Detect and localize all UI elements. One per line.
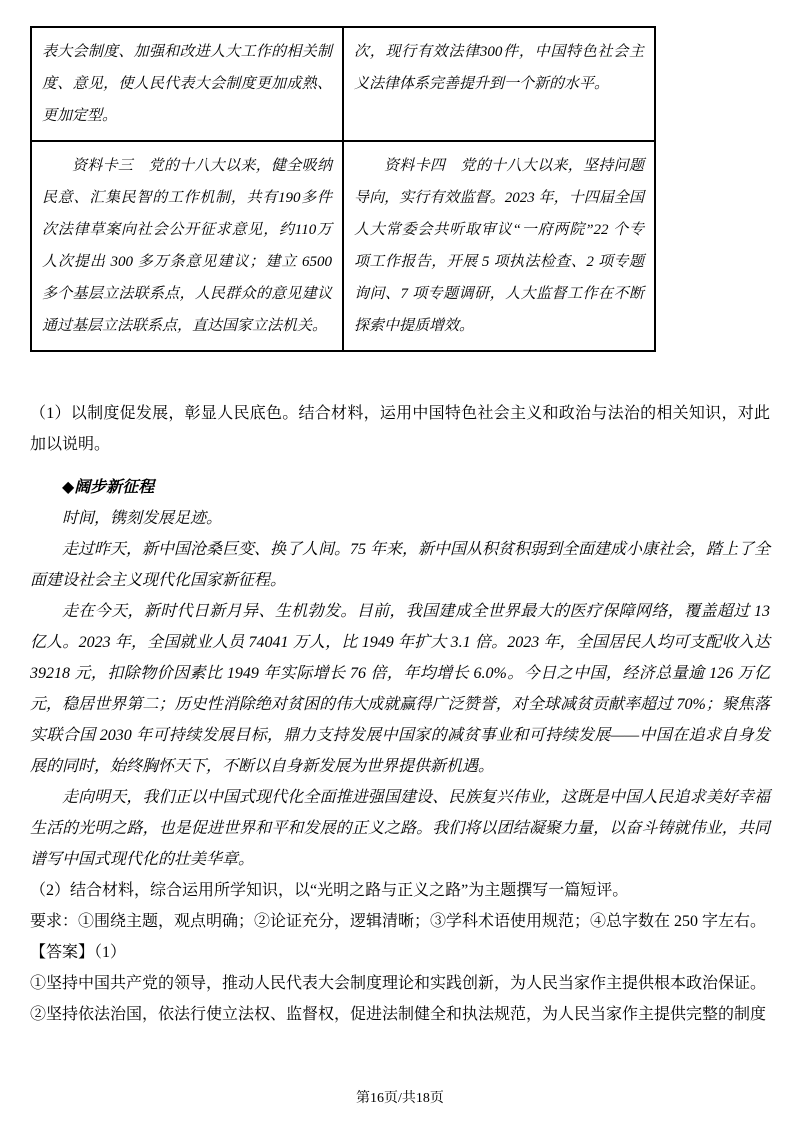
cell-right-continuation-text: 次，现行有效法律300件，中国特色社会主义法律体系完善提升到一个新的水平。 (354, 44, 644, 92)
material-paragraph-today: 走在今天，新时代日新月异、生机勃发。目前，我国建成全世界最大的医疗保障网络，覆盖超过 13 亿人。2023 年，全国就业人员 74041 万人，比 1949 年扩大 3.1 倍。2023 年，全国居民人均可支配收入达 39218 元，扣除物价因素比 1949 年实际增长 76 倍，年均增长 6.0%。今日之中国，经济总量逾 126 万亿元，稳居世界第二；历史性消除绝对贫困的伟大成就赢得广泛赞誉，对全球减贫贡献率超过 70%；聚焦落实联合国 2030 年可持续发展目标，鼎力支持发展中国家的减贫事业和可持续发展——中国在追求自身发展的同时，始终胸怀天下，不断以自身新发展为世界提供新机遇。 (30, 603, 770, 775)
table-row (31, 141, 655, 351)
page-footer (0, 1090, 800, 1108)
cell-left-continuation (31, 27, 343, 141)
material-paragraph-yesterday: 走过昨天，新中国沧桑巨变、换了人间。75 年来，新中国从积贫积弱到全面建成小康社会，踏上了全面建设社会主义现代化国家新征程。 (30, 541, 771, 589)
page-number: 第16页/共18页 (356, 1091, 444, 1106)
material-table (30, 26, 656, 352)
question-1: （1）以制度促发展，彰显人民底色。结合材料，运用中国特色社会主义和政治与法治的相关知识，对此加以说明。 (30, 405, 770, 453)
material-paragraph-tomorrow: 走向明天，我们正以中国式现代化全面推进强国建设、民族复兴伟业，这既是中国人民追求美好幸福生活的光明之路，也是促进世界和平和发展的正义之路。我们将以团结凝聚力量，以奋斗铸就伟业，共同谱写中国式现代化的壮美华章。 (30, 789, 770, 868)
card-four-text: 资料卡四 党的十八大以来，坚持问题导向，实行有效监督。2023 年，十四届全国人大常委会共听取审议“一府两院”22 个专项工作报告，开展 5 项执法检查、2 项专题询问、7 项专题调研，人大监督工作在不断探索中提质增效。 (354, 158, 644, 334)
answer-point-1: ①坚持中国共产党的领导，推动人民代表大会制度理论和实践创新，为人民当家作主提供根本政治保证。 (30, 975, 767, 992)
cell-right-continuation (343, 27, 655, 141)
material-intro: 时间，镌刻发展足迹。 (62, 510, 223, 527)
card-three-text: 资料卡三 党的十八大以来，健全吸纳民意、汇集民智的工作机制，共有190多件次法律草案向社会公开征求意见，约110万人次提出 300 多万条意见建议；建立 6500 多个基层立法联系点，人民群众的意见建议通过基层立法联系点，直达国家立法机关。 (42, 158, 332, 334)
question-2: （2）结合材料，综合运用所学知识，以“光明之路与正义之路”为主题撰写一篇短评。 (30, 882, 629, 899)
cell-card-three (31, 141, 343, 351)
table-row (31, 27, 655, 141)
cell-left-continuation-text: 表大会制度、加强和改进人大工作的相关制度、意见，使人民代表大会制度更加成熟、更加定型。 (42, 44, 332, 124)
answer-label: 【答案】（1） (30, 944, 127, 961)
requirements: 要求：①围绕主题，观点明确；②论证充分，逻辑清晰；③学科术语使用规范；④总字数在 250 字左右。 (30, 913, 767, 930)
material-heading: ◆阔步新征程 (62, 479, 155, 496)
cell-card-four (343, 141, 655, 351)
answer-point-2: ②坚持依法治国，依法行使立法权、监督权，促进法制健全和执法规范，为人民当家作主提供完整的制度 (30, 1006, 767, 1023)
document-body (30, 398, 770, 1030)
